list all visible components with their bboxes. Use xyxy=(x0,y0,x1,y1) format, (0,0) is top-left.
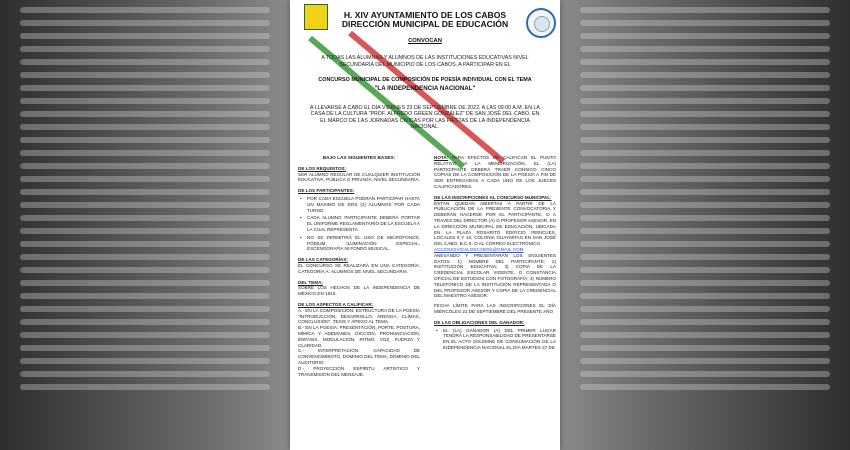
intro-text: A TODAS LAS ALUMNAS Y ALUMNOS DE LAS INSTITUCIONES EDUCATIVAS NIVEL SECUNDARIA DEL MUNICIPIO DE LOS CABOS, A PARTICIPAR EN EL xyxy=(321,55,529,68)
section-title-participantes: DE LOS PARTICIPANTES: xyxy=(298,188,355,194)
background-right xyxy=(560,0,850,450)
categorias-text: EL CONCURSO SE REALIZARÁ EN UNA CATEGORÍA: CATEGORÍA A: ALUMNOS DE NIVEL SECUNDARIA. xyxy=(298,262,420,274)
contest-theme: "LA INDEPENDENCIA NACIONAL" xyxy=(374,85,476,92)
list-item: A.- EN LA COMPOSICIÓN: ESTRUCTURA DE LA POESÍA "INTRODUCCIÓN, DESARROLLO, ARENGA, CLÍMAX, CONCLUSIÓN", TESIS Y APEGO AL TEMA. xyxy=(298,307,420,325)
contest-title: CONCURSO MUNICIPAL DE COMPOSICIÓN DE POESÍA INDIVIDUAL CON EL TEMA xyxy=(318,77,532,83)
list-item: B.- EN LA POESÍA: PRESENTACIÓN, PORTE, POSTURA, MÍMICA Y ADEMANES, DICCIÓN, PRONUNCIACIÓN, ÉNFASIS, MODULACIÓN, RITMO, VOZ, FUERZA Y CLARIDAD. xyxy=(298,325,420,348)
list-item: • POR CADA ESCUELA PODRÁN PARTICIPAR HASTA UN MÁXIMO DE DOS (2) ALUMNOS POR CADA TURNO. xyxy=(298,196,420,213)
inscripciones-text: ESTÁN QUEDAN ABIERTAS A PARTIR DE LA PUBLICACIÓN DE LA PRESENTE CONVOCATORIA Y DEBERÁN HACERSE POR EL PARTICIPANTE, O A TRAVÉS DEL DIRECTOR (A) O PROFESOR ASESOR, EN LA DIRECCIÓN MUNICIPAL DE EDUCACIÓN, UBICADA EN LA PLAZA ROSARITO EDIFICIO PERICÚES, LOCALES 9 Y 10, COLONIA GUAYMITAS EN SAN JOSÉ DEL CABO, B.C.S. O AL CORREO ELECTRÓNICO xyxy=(434,200,556,247)
nota-label: NOTA: xyxy=(434,155,449,160)
event-details: A LLEVARSE A CABO EL DÍA VIERNES 23 DE SEPTIEMBRE DE 2022, A LAS 09:00 A.M. EN LA CASA DE LA CULTURA "PROF. ALFREDO GREEN GONZÁLEZ" DE SAN JOSÉ DEL CABO, EN EL MARCO DE LAS JORNADAS CÍVICAS POR LAS FIESTAS DE LA INDEPENDENCIA NACIONAL. xyxy=(310,105,540,131)
section-title-obligaciones: DE LAS OBLIGACIONES DEL GANADOR: xyxy=(434,319,525,325)
list-item: D.- PROYECCIÓN ESPÍRITU ARTÍSTICO Y TRANSMISIÓN DEL MENSAJE. xyxy=(298,365,420,377)
nota-paragraph xyxy=(434,155,556,190)
section-title-aspectos: DE LOS ASPECTOS A CALIFICAR: xyxy=(298,301,374,307)
fecha-limite-text: FECHA LÍMITE PARA LAS INSCRIPCIONES EL DÍA MIÉRCOLES 21 DE SEPTIEMBRE DEL PRESENTE AÑO xyxy=(434,303,556,314)
background-left xyxy=(0,0,290,450)
inscripciones-text-2: ANEXANDO Y PRESENTARÁN LOS SIGUIENTES DATOS: 1) NOMBRE DEL PARTICIPANTE; 2) INSTITUCIÓN EDUCATIVA; 3) COPIA DE LA CREDENCIAL ESCOLAR VIGENTE, O CONSTANCIA OFICIAL DE ESTUDIOS CON FOTOGRAFÍA; 4) NÚMERO TELEFÓNICO DE LA INSTITUCIÓN REPRESENTADA O DEL PROFESOR ASESOR Y COPIA DE LA CREDENCIAL DEL MAESTRO ASESOR. xyxy=(434,252,556,299)
section-title-tema: DEL TEMA: xyxy=(298,279,323,285)
red-stripe xyxy=(348,31,505,164)
document-title: H. XIV AYUNTAMIENTO DE LOS CABOS DIRECCIÓN MUNICIPAL DE EDUCACIÓN xyxy=(341,10,509,29)
nota-text: PARA EFECTOS DE CALIFICAR EL PUNTO RELATIVO A LA MEMORIZACIÓN, EL (LA) PARTICIPANTE DEBERÁ TRAER CONSIGO CINCO COPIAS DE LA COMPOSICIÓN DE LA POESÍA A FIN DE SER ENTREGADAS A CADA UNO DE LOS JUECES CALIFICADORES. xyxy=(434,155,556,189)
section-title-categorias: DE LAS CATEGORÍAS: xyxy=(298,257,348,263)
convocan-heading: CONVOCAN xyxy=(408,38,442,44)
convocatoria-document xyxy=(290,0,560,450)
left-column xyxy=(298,155,420,377)
requisitos-text: SER ALUMNO REGULAR DE CUALQUIER INSTITUCIÓN EDUCATIVA, PÚBLICA O PRIVADA, NIVEL SECUNDARIA. xyxy=(298,171,420,183)
list-item: • NO SE PERMITIRÁ EL USO DE MICRÓFONOS, PÓDIUM, ILUMINACIÓN ESPECIAL, ESCENOGRAFÍA NI FONDO MUSICAL. xyxy=(298,235,420,252)
list-item: C.- INTERPRETACIÓN: CAPACIDAD DE CONVENCIMIENTO, DOMINIO DEL TEMA, DOMINIO DEL AUDITORIO. xyxy=(298,348,420,365)
email-link[interactable]: ACCIONCIVICALOSCABOS@GMAIL.COM xyxy=(434,246,524,252)
list-item: • CADA ALUMNO PARTICIPANTE DEBERÁ PORTAR EL UNIFORME REGLAMENTARIO DE LA ESCUELA A LA CUAL REPRESENTA. xyxy=(298,215,420,232)
list-item: • EL (LA) GANADOR (A) DEL PRIMER LUGAR TENDRÁ LA RESPONSABILIDAD DE PRESENTARSE EN EL ACTO SOLEMNE DE CONSUMACIÓN DE LA INDEPENDENCIA NACIONAL EL DÍA MARTES 27 DE xyxy=(434,328,556,351)
section-title-inscripciones: DE LAS INSCRIPCIONES AL CONCURSO MUNICIPAL: xyxy=(434,194,552,200)
section-title-requisitos: DE LOS REQUISITOS: xyxy=(298,165,347,171)
right-column xyxy=(434,155,556,353)
bases-heading: BAJO LAS SIGUIENTES BASES: xyxy=(322,155,396,160)
tema-text: SOBRE LOS HECHOS DE LA INDEPENDENCIA DE MÉXICO EN 1810. xyxy=(298,285,420,297)
